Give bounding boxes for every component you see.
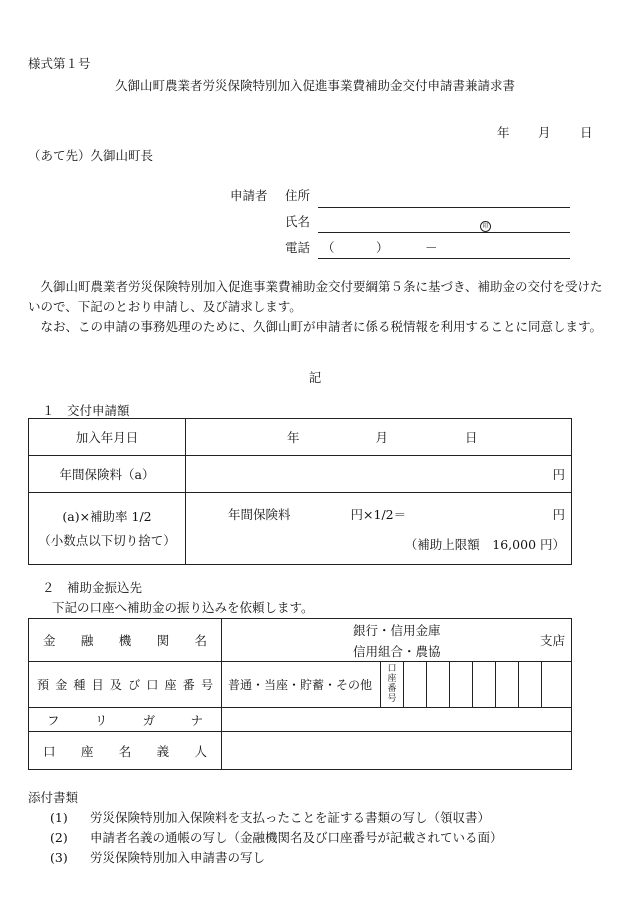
account-digit-box[interactable]: [496, 662, 519, 707]
ki-marker: 記: [308, 370, 322, 385]
name-field[interactable]: [318, 232, 570, 233]
furigana-label: フ リ ガ ナ: [29, 708, 222, 732]
attachment-item-no: (1): [50, 810, 68, 825]
yen-unit: 円: [552, 467, 565, 482]
annual-premium-cell[interactable]: [186, 456, 572, 493]
account-digit-box[interactable]: [542, 662, 565, 707]
form-number: 様式第１号: [28, 56, 91, 71]
section2-heading: ２ 補助金振込先: [42, 580, 143, 595]
bank-type-option-1: 銀行・信用金庫: [353, 623, 441, 638]
phone-field[interactable]: [318, 258, 570, 259]
attachment-item-text: 申請者名義の通帳の写し（金融機関名及び口座番号が記載されている面）: [90, 830, 503, 845]
furigana-cell[interactable]: [222, 708, 572, 732]
document-title: 久御山町農業者労災保険特別加入促進事業費補助金交付申請書兼請求書: [114, 78, 515, 93]
address-field[interactable]: [318, 207, 570, 208]
phone-close-paren: ）: [376, 240, 389, 255]
half-calc: 円×1/2＝: [350, 506, 407, 522]
account-holder-label: 口 座 名 義 人: [29, 732, 222, 770]
date-month-label: 月: [538, 125, 551, 140]
account-type-cell[interactable]: [222, 662, 572, 708]
name-label: 氏名: [285, 214, 311, 229]
phone-dash: －: [425, 240, 438, 255]
section1-heading: １ 交付申請額: [42, 403, 130, 418]
enrollment-date-label: 加入年月日: [29, 419, 186, 456]
account-type-label: 預 金 種 目 及 び 口 座 番 号: [29, 662, 222, 708]
attachment-item-text: 労災保険特別加入申請書の写し: [90, 850, 266, 865]
subsidy-limit: （補助上限額 16,000 円）: [404, 536, 565, 552]
account-holder-cell[interactable]: [222, 732, 572, 770]
attachment-item-no: (2): [50, 830, 68, 845]
seal-mark: 印: [480, 216, 491, 232]
bank-type-option-2: 信用組合・農協: [353, 644, 441, 659]
premium-label: 年間保険料: [228, 506, 291, 522]
bank-name-label: 金 融 機 関 名: [29, 619, 222, 662]
phone-label: 電話: [285, 240, 311, 255]
account-digit-box[interactable]: [519, 662, 542, 707]
account-digit-box[interactable]: [427, 662, 450, 707]
attachment-item-no: (3): [50, 850, 68, 865]
branch-label: 支店: [539, 633, 565, 648]
applicant-label: 申請者: [230, 188, 268, 203]
address-label: 住所: [285, 188, 311, 203]
account-digit-box[interactable]: [450, 662, 473, 707]
bank-name-cell[interactable]: [222, 619, 572, 662]
addressee: （あて先）久御山町長: [28, 148, 154, 163]
body-paragraph-2: なお、この申請の事務処理のために、久御山町が申請者に係る税情報を利用することに同意します。: [28, 319, 603, 334]
date-day-label: 日: [580, 125, 593, 140]
year-label: 年: [287, 430, 300, 445]
enrollment-date-cell[interactable]: [186, 419, 572, 456]
account-number-label: 口 座 番 号: [380, 662, 403, 707]
day-label: 日: [465, 430, 478, 445]
account-number-boxes[interactable]: [403, 662, 564, 707]
phone-open-paren: （: [322, 240, 335, 255]
month-label: 月: [375, 430, 389, 445]
subsidy-calc-cell[interactable]: [186, 493, 572, 565]
account-type-options: 普通・当座・貯蓄・その他: [228, 678, 373, 692]
subsidy-yen-unit: 円: [552, 506, 565, 522]
transfer-note: 下記の口座へ補助金の振り込みを依頼します。: [52, 600, 314, 615]
bank-account-table: [28, 618, 572, 770]
body-paragraph-1: 久御山町農業者労災保険特別加入促進事業費補助金交付要綱第５条に基づき、補助金の交付を受けたいので、下記のとおり申請し、及び請求します。: [28, 279, 603, 314]
account-digit-box[interactable]: [404, 662, 427, 707]
attachments-heading: 添付書類: [28, 790, 79, 805]
subsidy-calc-label: (a)×補助率 1/2 （小数点以下切り捨て）: [29, 493, 186, 565]
attachment-item-text: 労災保険特別加入保険料を支払ったことを証する書類の写し（領収書）: [90, 810, 491, 825]
account-digit-box[interactable]: [473, 662, 496, 707]
date-year-label: 年: [497, 125, 510, 140]
annual-premium-label: 年間保険料（a）: [29, 456, 186, 493]
application-amount-table: [28, 418, 572, 565]
